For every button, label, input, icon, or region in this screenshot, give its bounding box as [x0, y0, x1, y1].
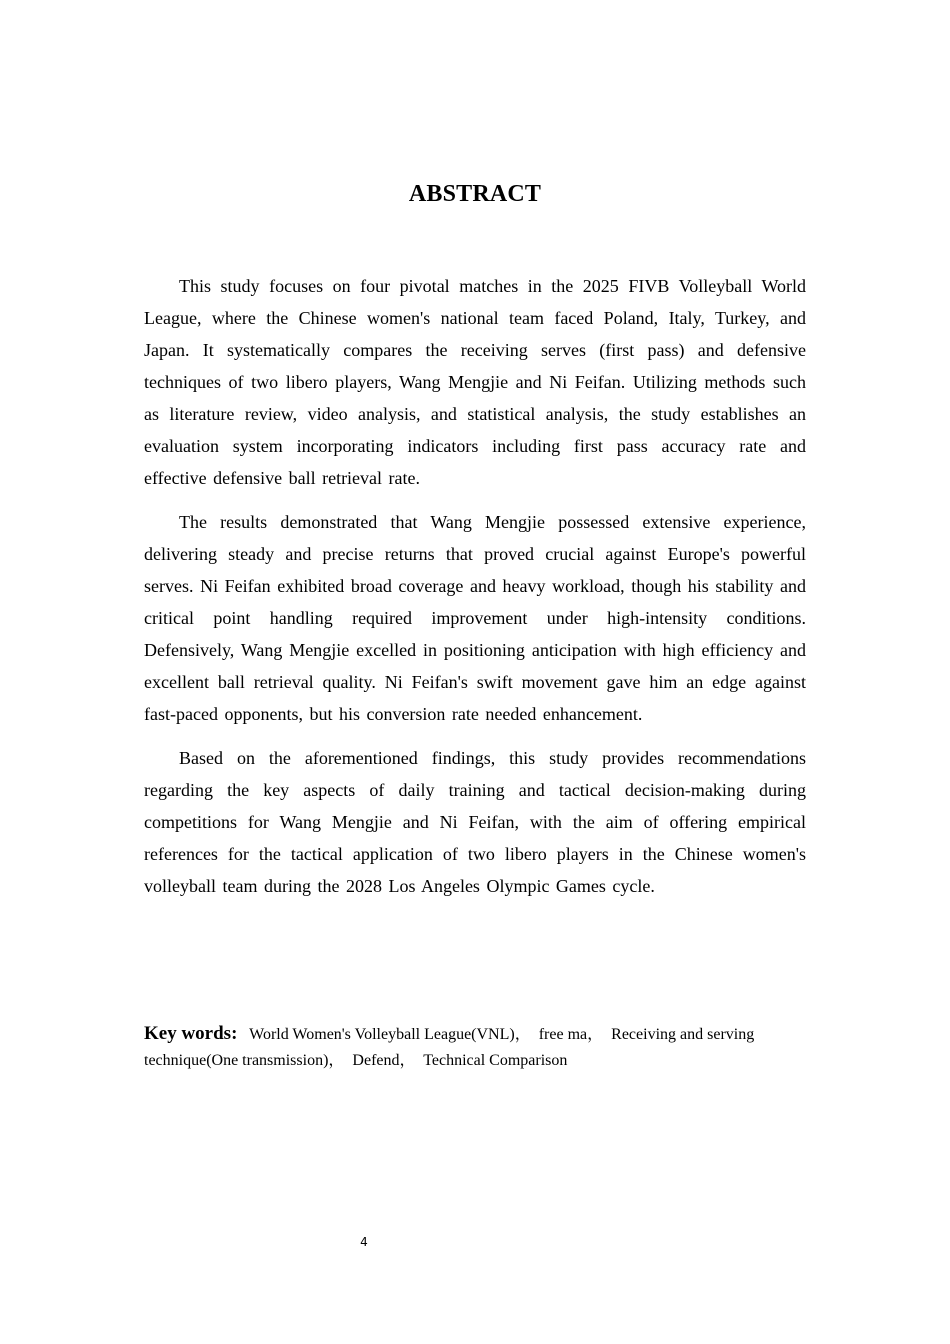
abstract-paragraph-3: Based on the aforementioned findings, this study provides recommendations regarding the key aspects of daily training and tactical decision-making during competitions for Wang Mengjie and Ni Feifan, with the aim of offering empirical references for the tactical application of two libero players in the Chinese women's volleyball team during the 2028 Los Angeles Olympic Games cycle.: [144, 748, 806, 896]
keyword-item: free ma，: [538, 1026, 604, 1043]
keywords-section: [144, 1021, 806, 1074]
keyword-item: Technical Comparison: [423, 1052, 568, 1069]
abstract-paragraph-2: The results demonstrated that Wang Mengjie possessed extensive experience, delivering steady and precise returns that proved crucial against Europe's powerful serves. Ni Feifan exhibited broad coverage and heavy workload, though his stability and critical point handling required improvement under high-intensity conditions. Defensively, Wang Mengjie excelled in positioning anticipation with high efficiency and excellent ball retrieval quality. Ni Feifan's swift movement gave him an edge against fast-paced opponents, but his conversion rate needed enhancement.: [144, 512, 806, 724]
abstract-paragraph-1: This study focuses on four pivotal matches in the 2025 FIVB Volleyball World League, where the Chinese women's national team faced Poland, Italy, Turkey, and Japan. It systematically compares the receiving serves (first pass) and defensive techniques of two libero players, Wang Mengjie and Ni Feifan. Utilizing methods such as literature review, video analysis, and statistical analysis, the study establishes an evaluation system incorporating indicators including first pass accuracy rate and effective defensive ball retrieval rate.: [144, 276, 806, 488]
keywords-label: Key words:: [144, 1023, 238, 1044]
keyword-item: World Women's Volleyball League(VNL)，: [249, 1026, 531, 1043]
keyword-item: Defend，: [352, 1052, 416, 1069]
abstract-title: ABSTRACT: [408, 181, 542, 207]
page-number: 4: [360, 1235, 368, 1249]
keyword-item: Receiving and serving technique(One transmission)，: [144, 1026, 755, 1069]
abstract-body: [144, 270, 806, 914]
